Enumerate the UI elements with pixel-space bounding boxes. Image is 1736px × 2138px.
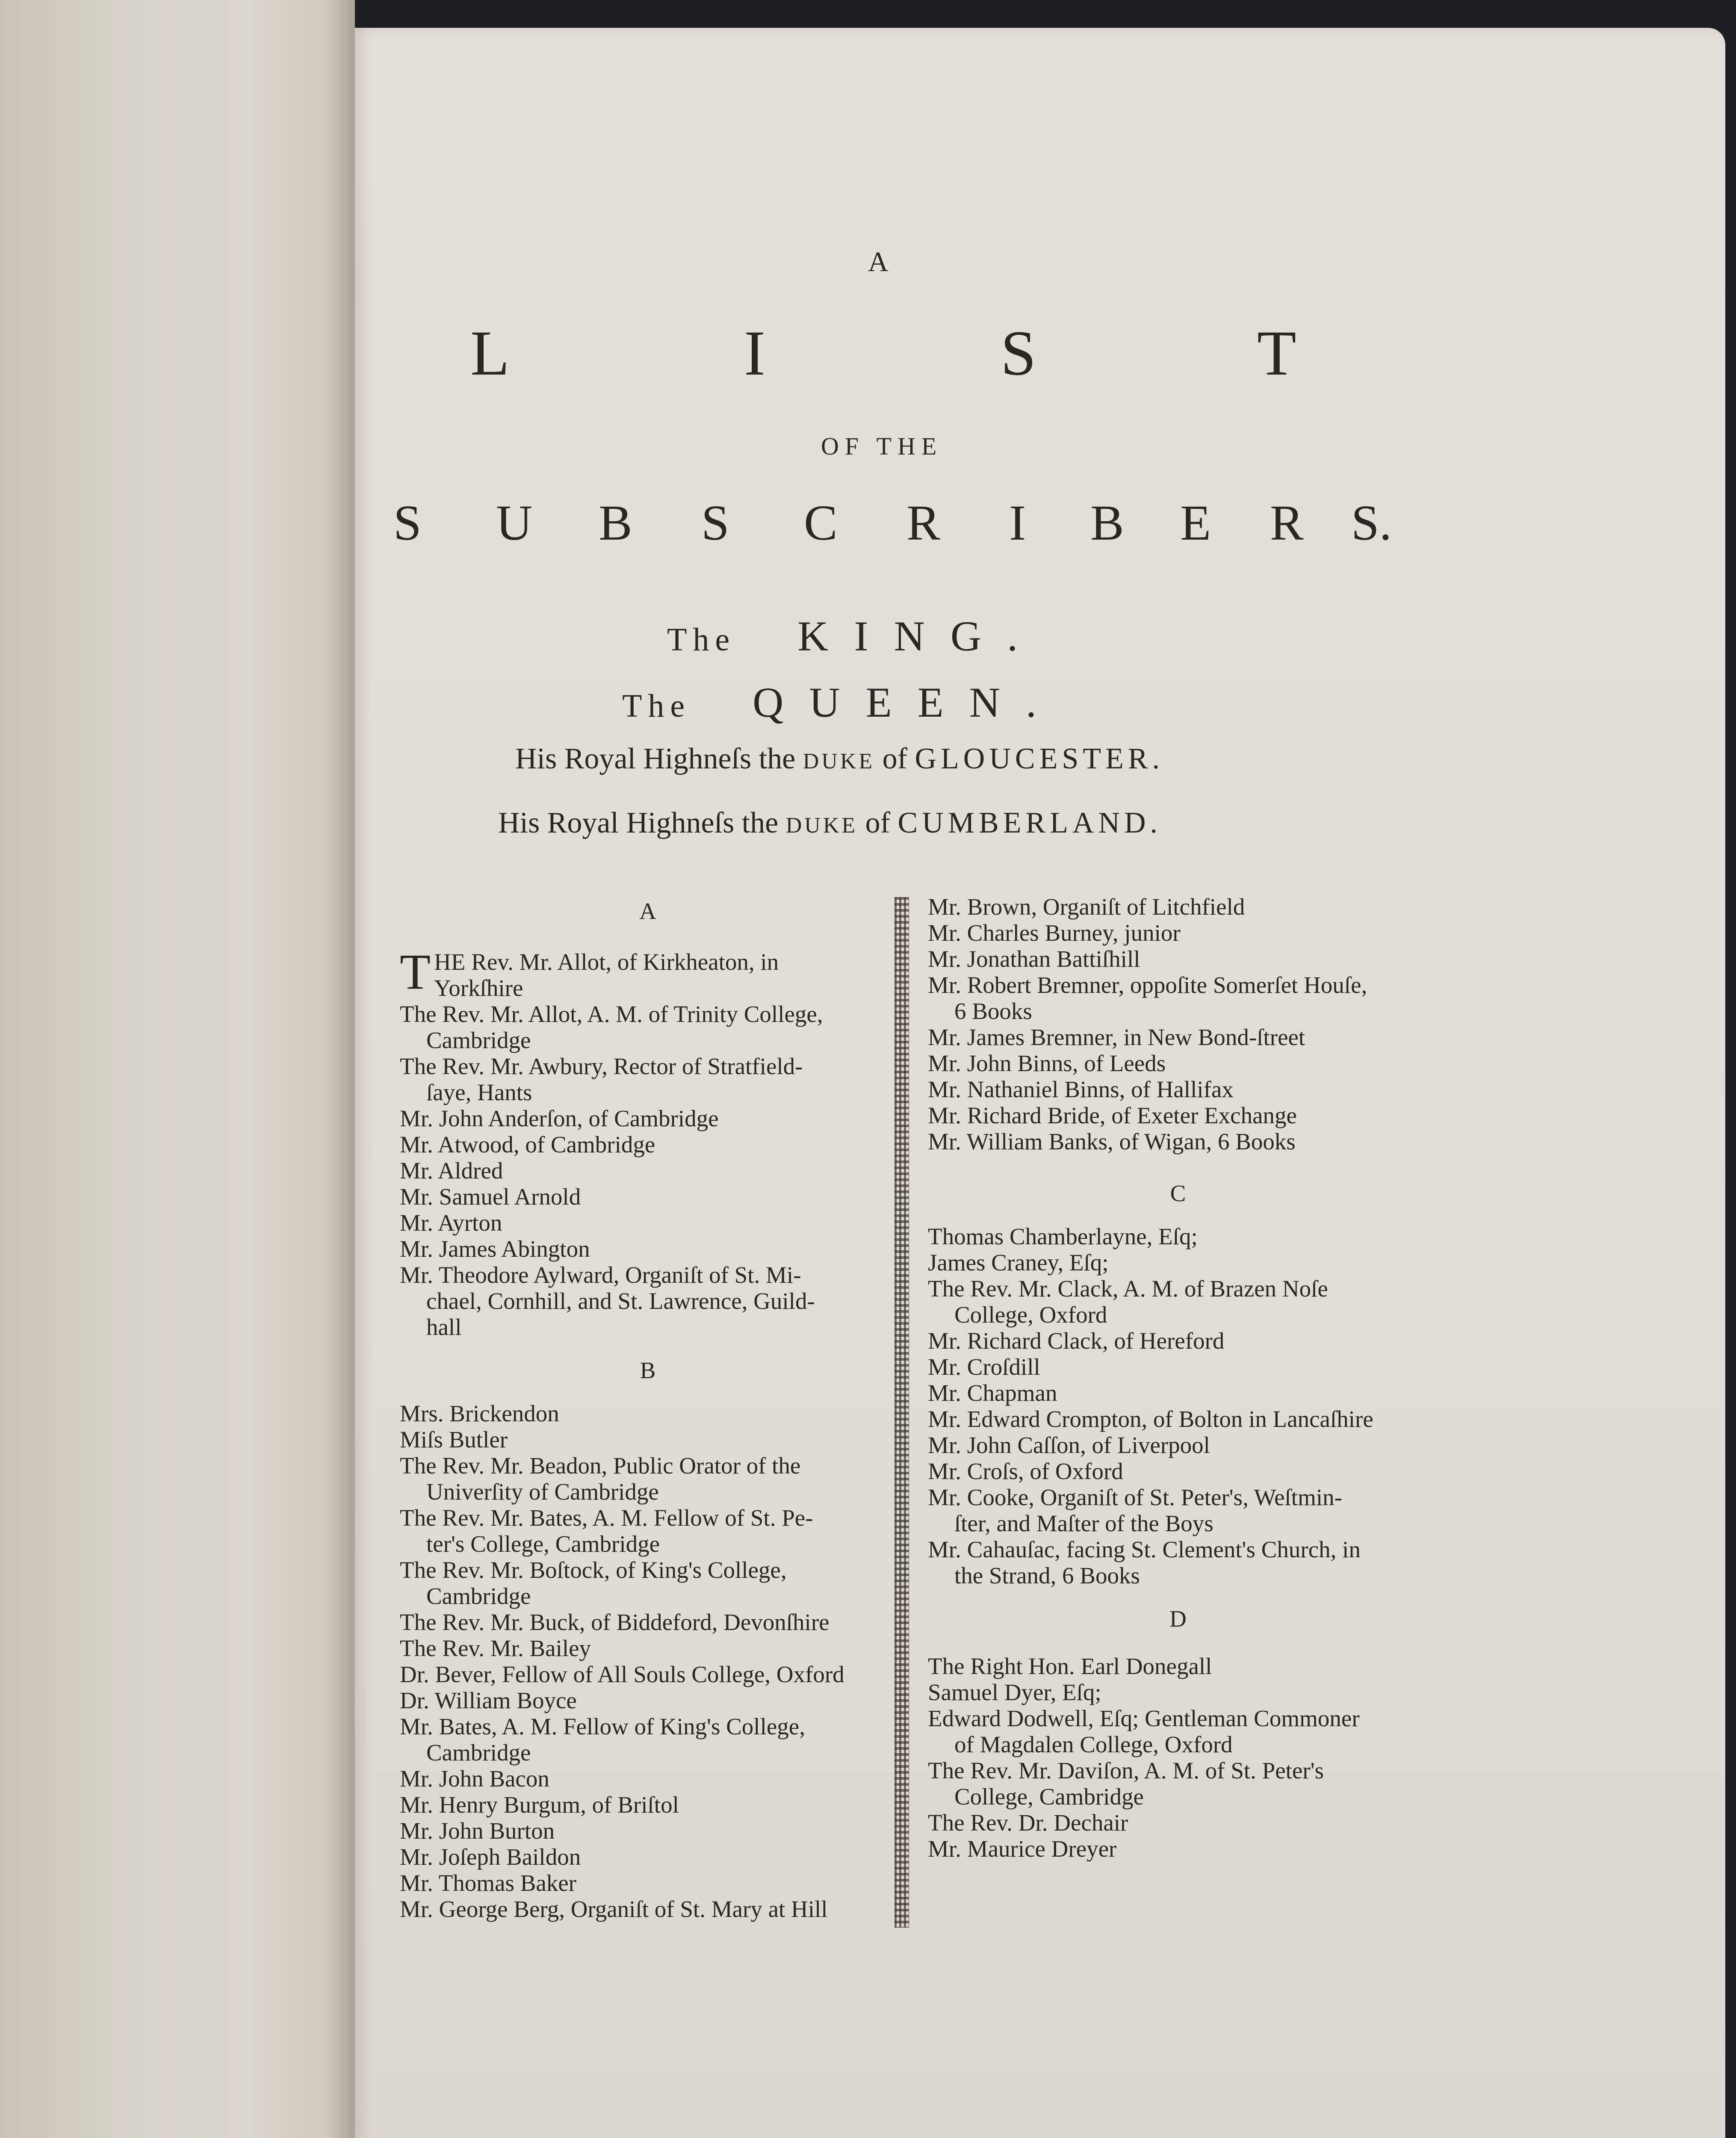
list-item — [928, 1128, 1428, 1155]
section-letter-b: B — [640, 1357, 656, 1383]
entry-line: Mr. Richard Clack, of Hereford — [928, 1328, 1225, 1354]
list-item — [400, 1131, 896, 1158]
section-letter-d: D — [1169, 1606, 1187, 1632]
list-item — [928, 920, 1428, 946]
list-item — [400, 1557, 896, 1609]
entry-line: Mr. Theodore Aylward, Organiſt of St. Mi- — [400, 1262, 801, 1288]
entry-continuation: Yorkſhire — [434, 975, 523, 1001]
entry-line: Mr. John Caſſon, of Liverpool — [928, 1432, 1210, 1458]
list-item — [400, 1635, 896, 1661]
duke-title: DUKE — [803, 749, 875, 774]
list-item — [400, 944, 896, 1001]
column-divider-rule — [895, 897, 909, 1928]
entry-line: The Rev. Mr. Buck, of Biddeford, Devonſhire — [400, 1609, 830, 1635]
entry-line: Mr. Ayrton — [400, 1210, 502, 1236]
entry-continuation: of Magdalen College, Oxford — [954, 1731, 1233, 1757]
duke-name: GLOUCESTER. — [915, 742, 1164, 775]
list-item — [400, 1262, 896, 1314]
royal-queen-the: The — [622, 688, 691, 724]
royal-king-the: The — [667, 622, 736, 658]
entry-line: The Right Hon. Earl Donegall — [928, 1653, 1212, 1679]
entry-line: Mr. James Abington — [400, 1236, 590, 1262]
list-item — [400, 1844, 896, 1870]
duke-of: of — [882, 742, 907, 775]
entry-line: The Rev. Mr. Allot, A. M. of Trinity College, — [400, 1001, 823, 1027]
entry-line: Mr. John Bacon — [400, 1766, 549, 1792]
list-item — [928, 1354, 1428, 1380]
list-item — [928, 1276, 1428, 1328]
entry-line: The Rev. Mr. Beadon, Public Orator of the — [400, 1453, 801, 1479]
entry-line: Mr. Edward Crompton, of Bolton in Lancaſhire — [928, 1406, 1373, 1432]
title-subscribers-letter: U — [496, 495, 533, 551]
entry-line: Mr. Jonathan Battiſhill — [928, 946, 1140, 972]
list-item — [400, 1766, 896, 1792]
royal-queen-name: QUEEN. — [753, 679, 1062, 726]
list-item — [928, 1810, 1428, 1836]
list-item — [928, 1050, 1428, 1076]
title-list-letter: S — [1001, 318, 1036, 389]
title-list-letter: L — [470, 318, 510, 389]
entry-line: Mr. Robert Bremner, oppoſite Somerſet Houſe, — [928, 972, 1367, 998]
entry-continuation: hall — [426, 1314, 462, 1340]
list-item — [400, 1818, 896, 1844]
list-item — [400, 1158, 896, 1184]
entry-line: Mr. George Berg, Organiſt of St. Mary at Hill — [400, 1896, 828, 1922]
title-subscribers-letter: B — [599, 495, 632, 551]
list-item — [400, 1609, 896, 1635]
duke-prefix: His Royal Highneſs the — [498, 806, 779, 839]
entry-line: Mr. Cooke, Organiſt of St. Peter's, Weſtmin- — [928, 1484, 1342, 1510]
entry-line: Mr. Richard Bride, of Exeter Exchange — [928, 1102, 1297, 1128]
entry-line: Mr. Croſdill — [928, 1354, 1040, 1380]
entry-line: Dr. Bever, Fellow of All Souls College, Oxford — [400, 1661, 844, 1687]
entry-line: The Rev. Mr. Daviſon, A. M. of St. Peter's — [928, 1757, 1324, 1784]
royal-queen — [622, 678, 1062, 727]
title-subscribers-letter: C — [804, 495, 838, 551]
entry-continuation: College, Cambridge — [954, 1784, 1144, 1810]
entry-line: The Rev. Mr. Awbury, Rector of Stratfield- — [400, 1053, 803, 1079]
list-item — [400, 1870, 896, 1896]
list-item — [400, 1687, 896, 1713]
title-subscribers-letter: R — [1270, 495, 1304, 551]
title-article: A — [868, 246, 890, 278]
title-subscribers-letter: S — [393, 495, 422, 551]
entry-line: Mr. William Banks, of Wigan, 6 Books — [928, 1128, 1296, 1155]
entry-line: Mr. Chapman — [928, 1380, 1057, 1406]
entry-continuation: College, Oxford — [954, 1302, 1107, 1328]
list-item — [928, 946, 1428, 972]
entry-line: Mr. Nathaniel Binns, of Hallifax — [928, 1076, 1234, 1102]
list-item — [928, 894, 1428, 920]
entry-line: Samuel Dyer, Eſq; — [928, 1679, 1101, 1705]
entry-line: Mr. Charles Burney, junior — [928, 920, 1181, 946]
list-item — [400, 1661, 896, 1687]
list-item — [400, 1053, 896, 1105]
list-item — [928, 1076, 1428, 1102]
entry-line: Mr. Aldred — [400, 1158, 503, 1184]
list-item — [400, 1426, 896, 1453]
list-item — [400, 1105, 896, 1131]
duke-name: CUMBERLAND. — [898, 806, 1162, 839]
list-item — [928, 1223, 1428, 1249]
subscribers-right-column — [928, 894, 1428, 1862]
list-item — [928, 1458, 1428, 1484]
entry-line: Mr. Maurice Dreyer — [928, 1836, 1117, 1862]
entry-line: Dr. William Boyce — [400, 1687, 577, 1713]
entry-line: The Rev. Mr. Bates, A. M. Fellow of St. Pe- — [400, 1505, 813, 1531]
entry-line: Edward Dodwell, Eſq; Gentleman Commoner — [928, 1705, 1360, 1731]
entry-line: Thomas Chamberlayne, Eſq; — [928, 1223, 1198, 1249]
title-subscribers-letter: I — [1009, 495, 1026, 551]
title-subscribers-letter: S. — [1351, 495, 1392, 551]
entry-line: Mr. Bates, A. M. Fellow of King's College, — [400, 1713, 805, 1739]
royal-king-name: KING. — [797, 612, 1044, 660]
list-item — [928, 1653, 1428, 1679]
list-item — [928, 1705, 1428, 1757]
entry-continuation: Cambridge — [426, 1739, 531, 1766]
entry-line: Mr. John Burton — [400, 1818, 555, 1844]
duke-cumberland — [498, 806, 1162, 840]
entry-line: Mr. Atwood, of Cambridge — [400, 1131, 655, 1158]
list-item — [928, 1328, 1428, 1354]
royal-king — [667, 611, 1043, 661]
entry-continuation: Cambridge — [426, 1027, 531, 1053]
left-page-leaf — [0, 0, 355, 2138]
list-item — [928, 1406, 1428, 1432]
entry-line: Mrs. Brickendon — [400, 1400, 559, 1426]
section-letter-a: A — [639, 898, 656, 924]
entry-line: Mr. Croſs, of Oxford — [928, 1458, 1123, 1484]
duke-gloucester — [515, 742, 1164, 776]
entry-continuation: chael, Cornhill, and St. Lawrence, Guild- — [426, 1288, 815, 1314]
list-item — [928, 1380, 1428, 1406]
drop-cap: T — [400, 944, 431, 1000]
title-subscribers-letter: E — [1180, 495, 1211, 551]
entry-line: Miſs Butler — [400, 1426, 508, 1453]
duke-prefix: His Royal Highneſs the — [515, 742, 796, 775]
entry-continuation: 6 Books — [954, 998, 1032, 1024]
entry-line: The Rev. Dr. Dechair — [928, 1810, 1128, 1836]
list-item — [928, 1484, 1428, 1536]
entry-line: HE Rev. Mr. Allot, of Kirkheaton, in — [434, 949, 779, 975]
entry-continuation: ſter, and Maſter of the Boys — [954, 1510, 1213, 1536]
entry-continuation: ter's College, Cambridge — [426, 1531, 660, 1557]
list-item — [400, 1314, 896, 1340]
list-item — [400, 1236, 896, 1262]
list-item — [400, 1505, 896, 1557]
entry-continuation: ſaye, Hants — [426, 1079, 532, 1105]
list-item — [928, 1024, 1428, 1050]
list-item — [400, 1792, 896, 1818]
entry-line: Mr. Henry Burgum, of Briſtol — [400, 1792, 679, 1818]
list-item — [928, 1757, 1428, 1810]
title-subscribers-letter: S — [701, 495, 729, 551]
list-item — [928, 1536, 1428, 1589]
entry-line: Mr. James Bremner, in New Bond-ſtreet — [928, 1024, 1305, 1050]
section-letter-c: C — [1170, 1180, 1186, 1206]
entry-line: Mr. Thomas Baker — [400, 1870, 576, 1896]
duke-of: of — [865, 806, 890, 839]
entry-line: Mr. John Binns, of Leeds — [928, 1050, 1166, 1076]
list-item — [400, 1184, 896, 1210]
entry-line: The Rev. Mr. Boſtock, of King's College, — [400, 1557, 787, 1583]
list-item — [928, 1102, 1428, 1128]
entry-line: Mr. Cahauſac, facing St. Clement's Church, in — [928, 1536, 1361, 1562]
list-item — [928, 1249, 1428, 1276]
entry-line: The Rev. Mr. Bailey — [400, 1635, 591, 1661]
entry-line: Mr. Brown, Organiſt of Litchfield — [928, 894, 1245, 920]
duke-title: DUKE — [785, 813, 858, 838]
list-item — [400, 1210, 896, 1236]
title-list-letter: T — [1257, 318, 1296, 389]
list-item — [928, 1432, 1428, 1458]
entry-continuation: Cambridge — [426, 1583, 531, 1609]
title-subscribers-letter: R — [906, 495, 940, 551]
title-of-the: OF THE — [821, 432, 943, 460]
entry-line: The Rev. Mr. Clack, A. M. of Brazen Noſe — [928, 1276, 1328, 1302]
title-list-letter: I — [744, 318, 765, 389]
list-item — [400, 1713, 896, 1766]
entry-continuation: Univerſity of Cambridge — [426, 1479, 659, 1505]
entry-line: James Craney, Eſq; — [928, 1249, 1109, 1276]
entry-line: Mr. John Anderſon, of Cambridge — [400, 1105, 719, 1131]
list-item — [928, 972, 1428, 1024]
subscribers-left-column — [400, 898, 896, 1922]
list-item — [400, 1001, 896, 1053]
entry-line: Mr. Samuel Arnold — [400, 1184, 581, 1210]
list-item — [928, 1836, 1428, 1862]
list-item — [400, 1896, 896, 1922]
list-item — [400, 1453, 896, 1505]
title-subscribers-letter: B — [1090, 495, 1124, 551]
list-item — [400, 1400, 896, 1426]
entry-continuation: the Strand, 6 Books — [954, 1562, 1140, 1589]
entry-line: Mr. Joſeph Baildon — [400, 1844, 581, 1870]
list-item — [928, 1679, 1428, 1705]
